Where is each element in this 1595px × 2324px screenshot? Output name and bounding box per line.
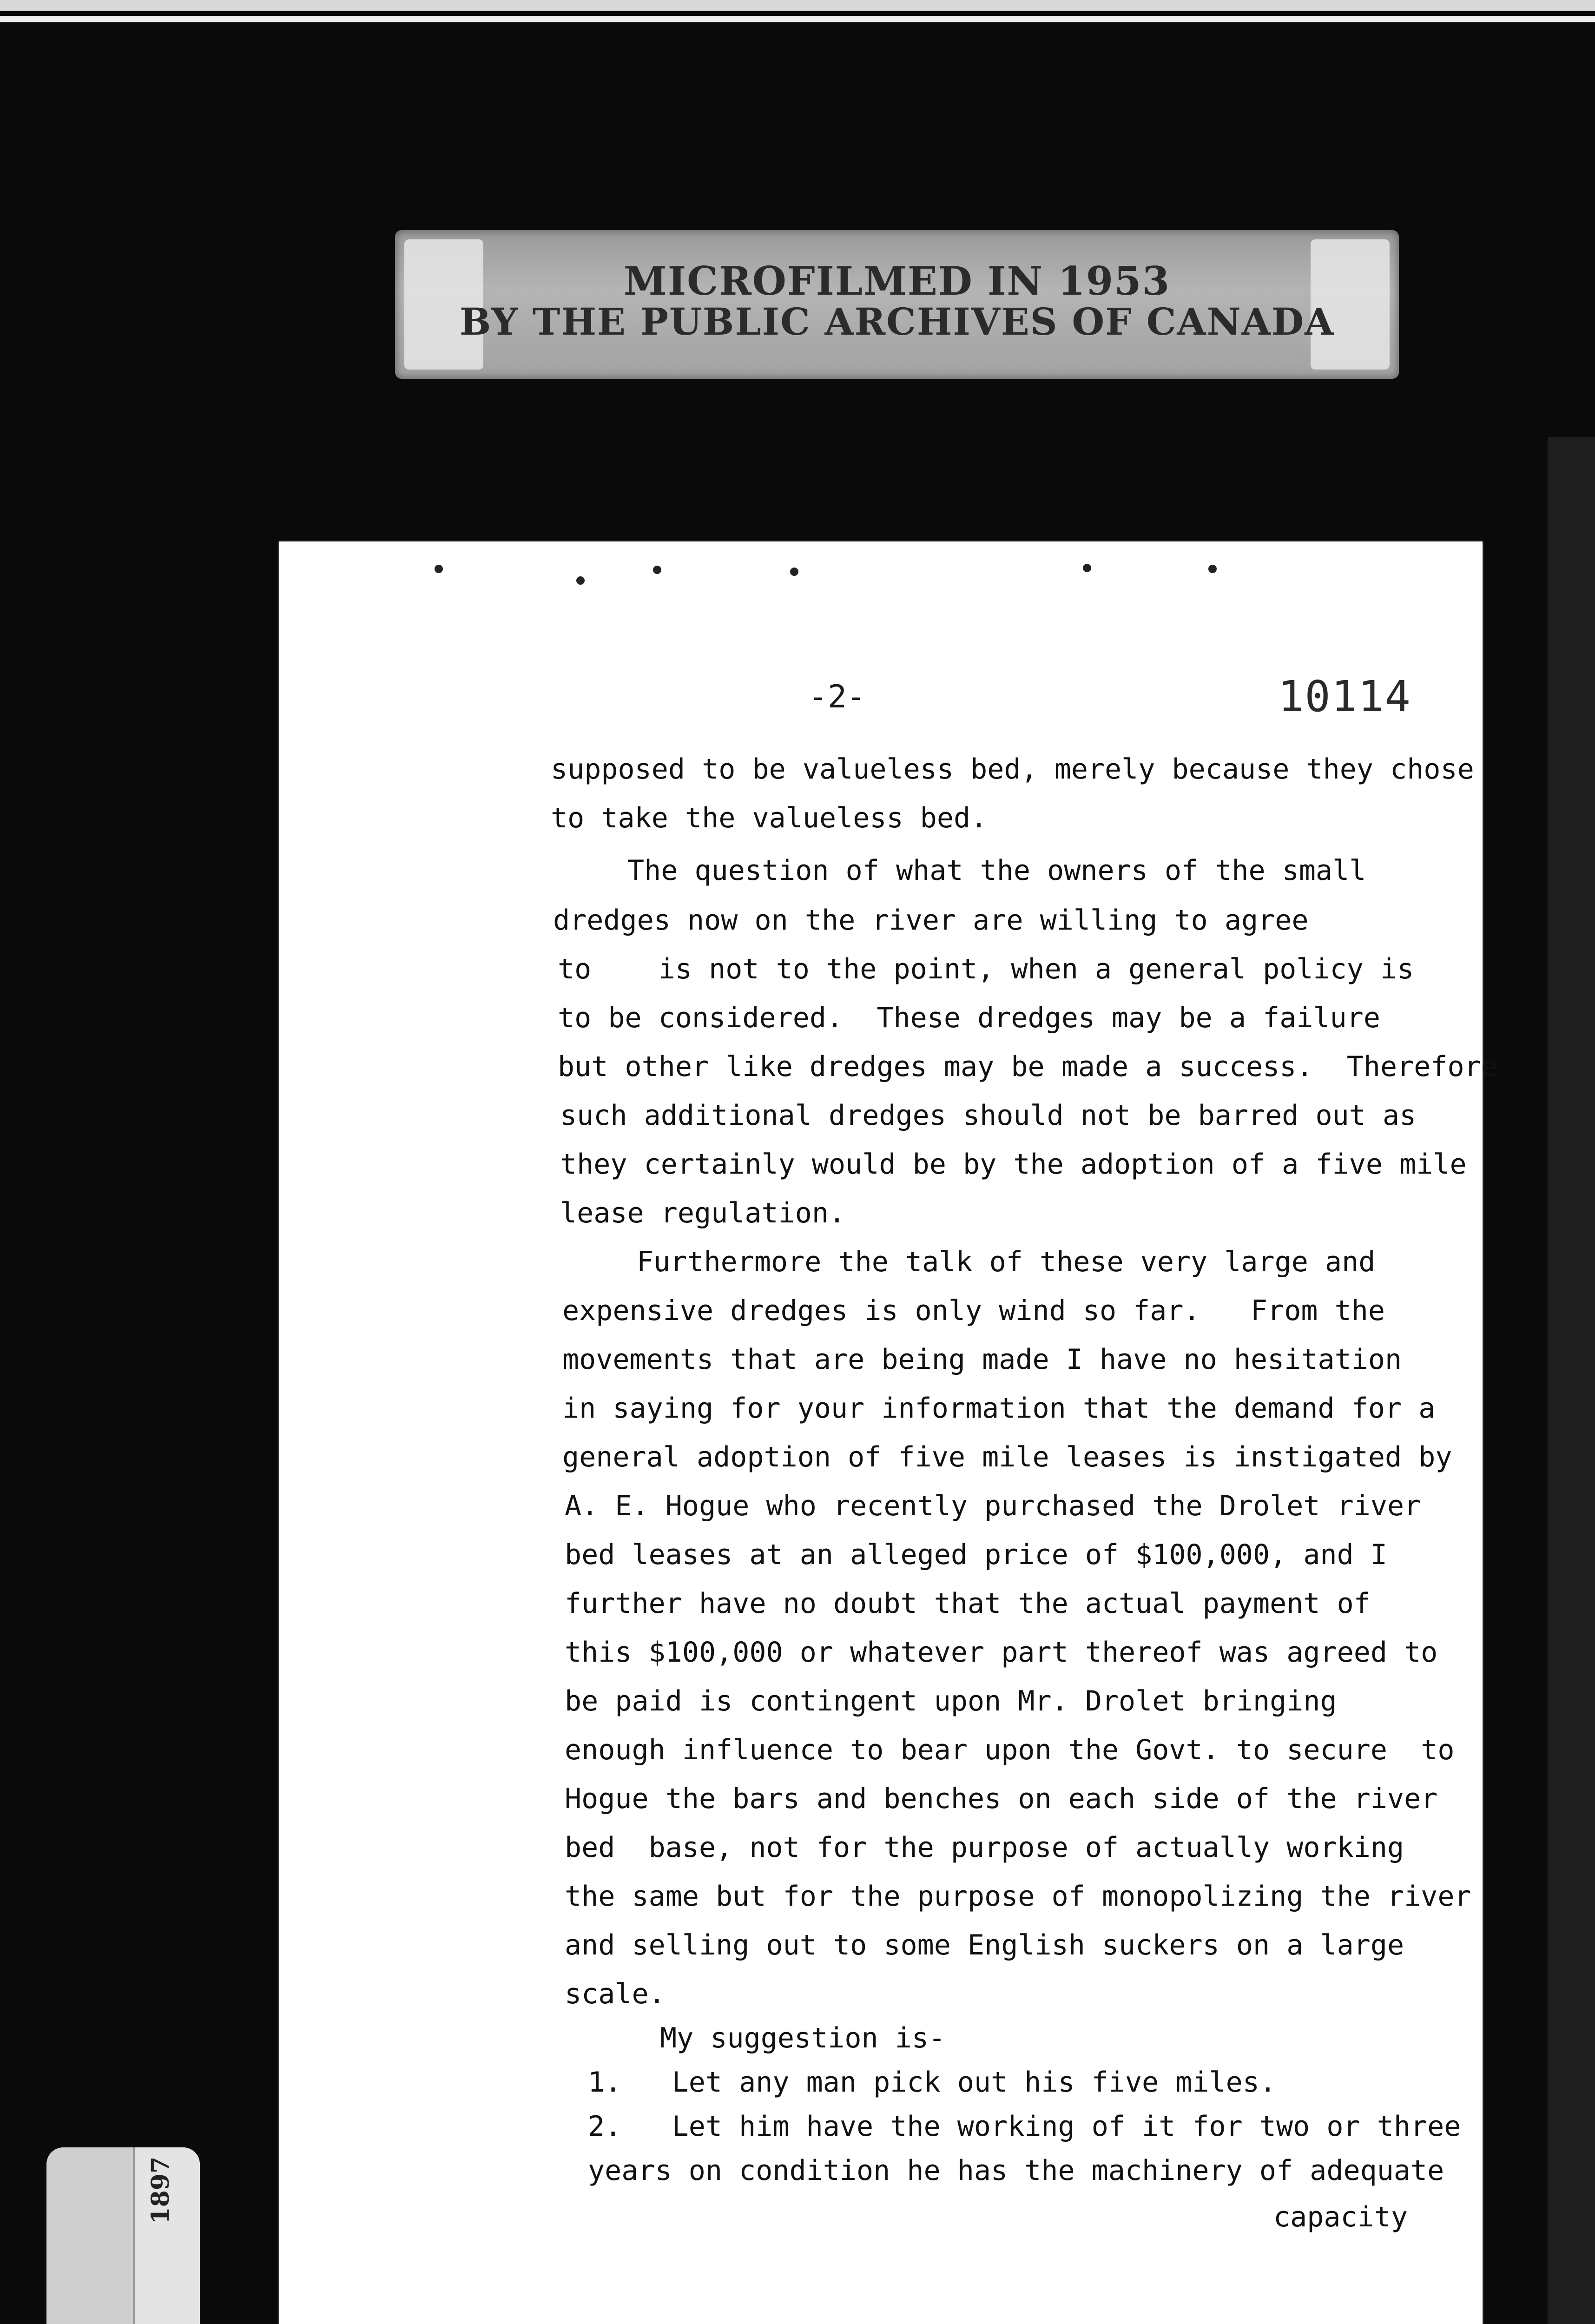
- text-line: Furthermore the talk of these very large and: [637, 1246, 1376, 1278]
- text-line: movements that are being made I have no hesitation: [562, 1343, 1402, 1376]
- archive-label-card: [46, 2147, 200, 2324]
- text-line: The question of what the owners of the small: [627, 854, 1366, 887]
- text-line: capacity: [1273, 2201, 1408, 2233]
- text-line: to take the valueless bed.: [551, 802, 988, 834]
- document-number: 10114: [1278, 672, 1411, 721]
- text-line: general adoption of five mile leases is instigated by: [562, 1441, 1452, 1473]
- text-line: but other like dredges may be made a success. Therefore: [558, 1050, 1498, 1083]
- microfilm-banner: [395, 230, 1399, 379]
- text-line: to be considered. These dredges may be a failure: [558, 1002, 1381, 1034]
- text-line: scale.: [565, 1978, 666, 2010]
- film-strip-right: [1548, 437, 1595, 2324]
- page-number: -2-: [809, 679, 866, 715]
- text-line: this $100,000 or whatever part thereof was agreed to: [565, 1636, 1438, 1669]
- text-line: years on condition he has the machinery of adequate: [588, 2154, 1444, 2187]
- text-line: 1. Let any man pick out his five miles.: [588, 2066, 1277, 2099]
- document-page: [279, 541, 1498, 2324]
- text-line: bed leases at an alleged price of $100,000, and I: [565, 1538, 1388, 1571]
- film-edge-top: [0, 0, 1595, 11]
- letter-body: [279, 541, 1498, 2324]
- banner-line-2: BY THE PUBLIC ARCHIVES OF CANADA: [459, 300, 1335, 343]
- text-line: My suggestion is-: [660, 2022, 946, 2054]
- text-line: supposed to be valueless bed, merely because they chose: [551, 753, 1474, 786]
- archive-label-text: [146, 2157, 175, 2324]
- text-line: A. E. Hogue who recently purchased the Drolet river: [565, 1490, 1421, 1522]
- text-line: bed base, not for the purpose of actually working: [565, 1831, 1404, 1864]
- label-year: 1897: [146, 2156, 175, 2224]
- text-line: further have no doubt that the actual payment of: [565, 1587, 1371, 1620]
- text-line: in saying for your information that the demand for a: [562, 1392, 1436, 1425]
- text-line: expensive dredges is only wind so far. From the: [562, 1294, 1385, 1327]
- film-edge-line: [0, 16, 1595, 22]
- text-line: they certainly would be by the adoption of a five mile: [560, 1148, 1467, 1181]
- text-line: and selling out to some English suckers on a large: [565, 1929, 1404, 1961]
- text-line: Hogue the bars and benches on each side of the river: [565, 1783, 1438, 1815]
- text-line: such additional dredges should not be barred out as: [560, 1099, 1417, 1132]
- text-line: enough influence to bear upon the Govt. to secure to: [565, 1734, 1455, 1766]
- text-line: lease regulation.: [560, 1197, 846, 1229]
- banner-line-1: MICROFILMED IN 1953: [623, 258, 1171, 304]
- text-line: be paid is contingent upon Mr. Drolet bringing: [565, 1685, 1337, 1717]
- text-line: 2. Let him have the working of it for two or three: [588, 2110, 1461, 2143]
- text-line: the same but for the purpose of monopolizing the river: [565, 1880, 1471, 1913]
- text-line: to is not to the point, when a general policy is: [558, 953, 1414, 985]
- text-line: dredges now on the river are willing to agree: [553, 904, 1309, 937]
